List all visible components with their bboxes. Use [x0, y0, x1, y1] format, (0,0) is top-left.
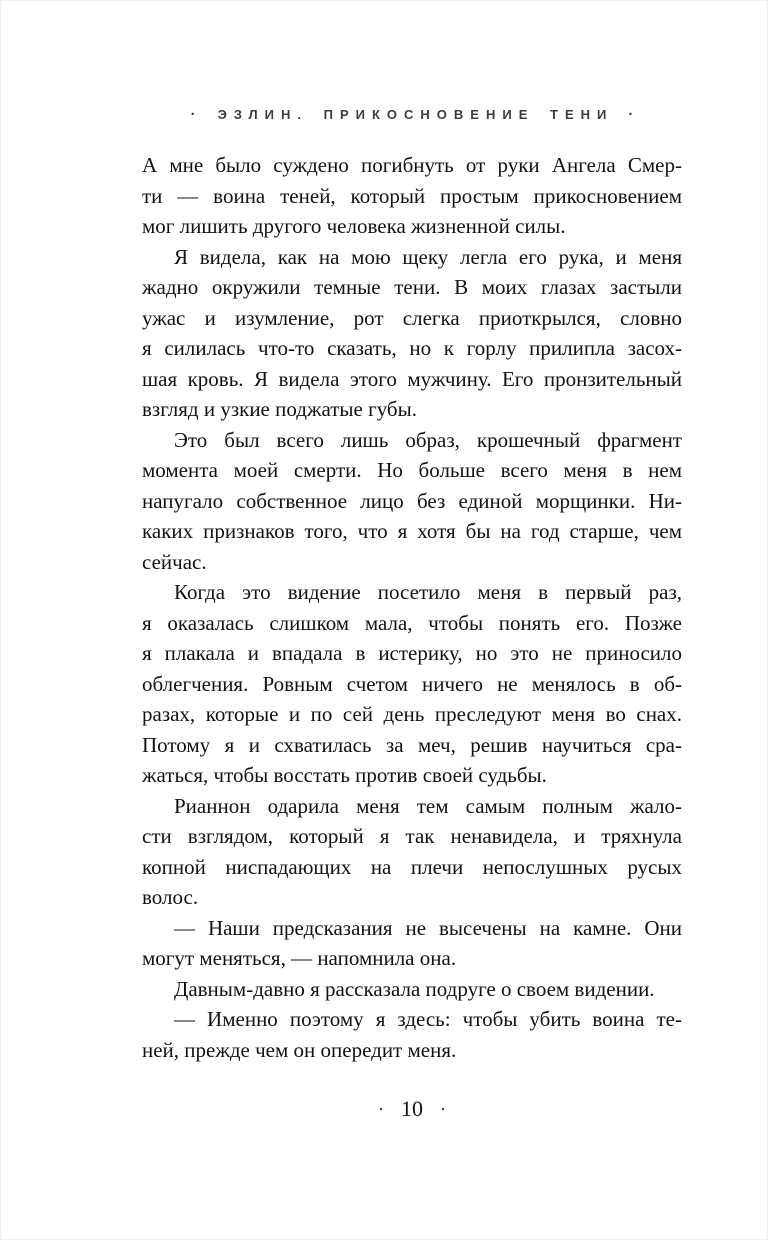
text-line: я оказалась слишком мала, чтобы понять его. Позже: [142, 610, 682, 635]
text-line: ней, прежде чем он опередит меня.: [142, 1037, 457, 1062]
header-right-dot: ·: [628, 106, 634, 123]
paragraph: [142, 1004, 682, 1065]
text-line: момента моей смерти. Но больше всего меня в нем: [142, 458, 682, 482]
text-line: Когда это видение посетило меня в первый раз,: [174, 580, 682, 604]
text-line: Это был всего лишь образ, крошечный фрагмент: [174, 427, 682, 452]
text-line: сти взглядом, который я так ненавидела, и тряхнула: [142, 824, 682, 848]
paragraph: [142, 791, 682, 913]
paragraph: [142, 150, 682, 242]
text-line: копной ниспадающих на плечи непослушных русых: [142, 854, 682, 879]
text-line: взгляд и узкие поджатые губы.: [142, 397, 417, 421]
text-line: мог лишить другого человека жизненной силы.: [142, 214, 566, 238]
paragraph: [142, 974, 682, 1005]
text-line: напугало собственное лицо без единой морщинки. Ни-: [142, 488, 682, 513]
paragraph: [142, 577, 682, 791]
text-line: я плакала и впадала в истерику, но это не приносило: [142, 641, 682, 665]
page-number: 10: [401, 1096, 423, 1121]
page-number-row: [142, 1094, 682, 1124]
text-line: разах, которые и по сей день преследуют меня во снах.: [142, 702, 682, 726]
paragraph: [142, 242, 682, 425]
paragraph: [142, 425, 682, 578]
text-line: Рианнон одарила меня тем самым полным жало-: [174, 793, 682, 818]
folio-left-dot: ·: [378, 1099, 384, 1119]
text-line: сейчас.: [142, 549, 207, 574]
folio-right-dot: ·: [440, 1099, 446, 1119]
book-title: ЭЗЛИН. ПРИКОСНОВЕНИЕ ТЕНИ: [217, 107, 614, 122]
text-line: — Именно поэтому я здесь: чтобы убить воина те-: [174, 1007, 682, 1031]
running-header: [140, 106, 684, 124]
text-line: волос.: [142, 885, 199, 909]
paragraph: [142, 913, 682, 974]
text-line: — Наши предсказания не высечены на камне. Они: [174, 915, 682, 940]
text-line: облегчения. Ровным счетом ничего не менялось в об-: [142, 671, 682, 696]
text-line: Потому я и схватилась за меч, решив научиться сра-: [142, 732, 682, 757]
text-line: жаться, чтобы восстать против своей судьбы.: [142, 763, 547, 787]
text-line: шая кровь. Я видела этого мужчину. Его пронзительный: [142, 366, 682, 391]
text-line: Я видела, как на мою щеку легла его рука, и меня: [174, 244, 682, 269]
header-left-dot: ·: [190, 106, 196, 123]
text-line: я силилась что-то сказать, но к горлу прилипла засох-: [142, 336, 682, 360]
text-line: каких признаков того, что я хотя бы на год старше, чем: [142, 519, 682, 543]
page-body: [142, 150, 682, 1065]
text-line: Давным-давно я рассказала подруге о своем видении.: [174, 976, 655, 1001]
text-line: ти — воина теней, который простым прикосновением: [142, 183, 682, 208]
text-line: жадно окружили темные тени. В моих глазах застыли: [142, 275, 682, 299]
text-line: ужас и изумление, рот слегка приоткрылся, словно: [142, 305, 682, 330]
text-line: А мне было суждено погибнуть от руки Ангела Смер-: [142, 153, 682, 177]
text-line: могут меняться, — напомнила она.: [142, 946, 457, 970]
